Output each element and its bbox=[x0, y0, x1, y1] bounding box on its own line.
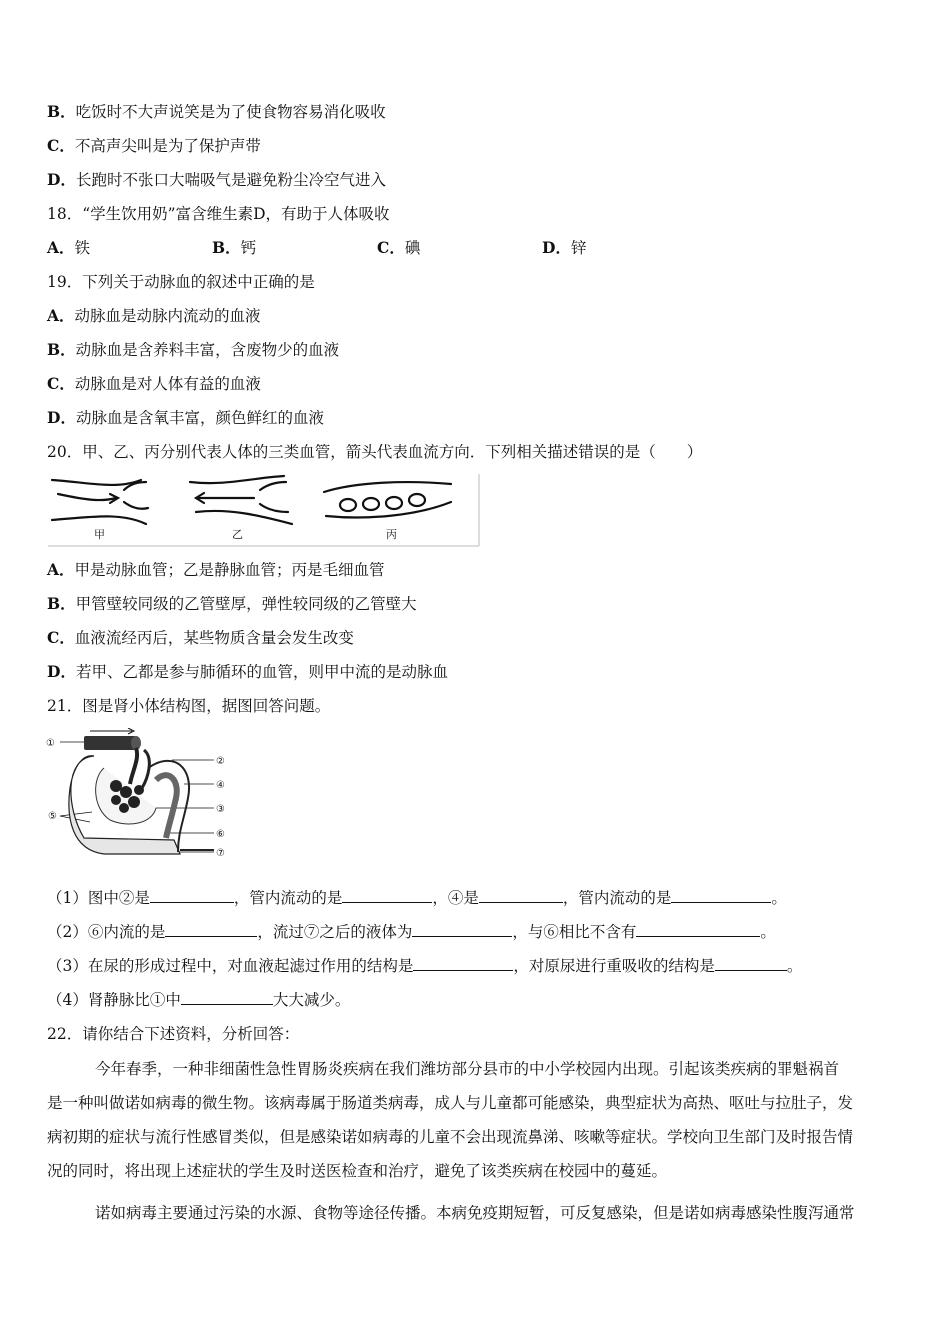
q21-sub-4 bbox=[47, 990, 350, 1010]
figure-label-bing: 丙 bbox=[386, 528, 397, 541]
q17-option-c bbox=[47, 136, 261, 156]
q18-option-d bbox=[542, 238, 586, 258]
paragraph-line: 是一种叫做诺如病毒的微生物。该病毒属于肠道类病毒，成人与儿童都可能感染，典型症状为高热、呕吐与拉肚子，发 bbox=[47, 1094, 854, 1112]
option-letter: C． bbox=[47, 628, 75, 647]
sub-4-text-a: （4）肾静脉比①中 bbox=[47, 991, 181, 1009]
option-text: 锌 bbox=[570, 239, 587, 257]
sub-3-text-a: （3）在尿的形成过程中，对血液起滤过作用的结构是 bbox=[47, 957, 414, 975]
answer-blank[interactable] bbox=[715, 956, 787, 971]
sub-2-text-d: 。 bbox=[760, 923, 776, 941]
q19-stem: 19．下列关于动脉血的叙述中正确的是 bbox=[47, 273, 315, 291]
q21-sub-1 bbox=[47, 888, 787, 908]
option-text: 血液流经丙后，某些物质含量会发生改变 bbox=[74, 629, 354, 647]
option-text: 长跑时不张口大喘吸气是避免粉尘冷空气进入 bbox=[75, 171, 386, 189]
sub-1-text-a: （1）图中②是 bbox=[47, 889, 150, 907]
q20-option-c bbox=[47, 628, 354, 648]
option-text: 铁 bbox=[74, 239, 91, 257]
option-text: 吃饭时不大声说笑是为了使食物容易消化吸收 bbox=[75, 103, 386, 121]
label-5: ⑤ bbox=[48, 811, 57, 822]
sub-1-text-e: 。 bbox=[771, 889, 787, 907]
sub-2-text-a: （2）⑥内流的是 bbox=[47, 923, 166, 941]
label-1: ① bbox=[46, 738, 55, 749]
paragraph-line: 病初期的症状与流行性感冒类似，但是感染诺如病毒的儿童不会出现流鼻涕、咳嗽等症状。学校向卫生部门及时报告情 bbox=[47, 1128, 854, 1146]
q18-option-b bbox=[212, 238, 256, 258]
label-7: ⑦ bbox=[216, 848, 225, 859]
q21-sub-2 bbox=[47, 922, 776, 942]
figure-label-yi: 乙 bbox=[232, 528, 243, 541]
label-4: ④ bbox=[216, 780, 225, 791]
blood-vessel-figure bbox=[46, 472, 482, 548]
option-letter: C． bbox=[47, 136, 75, 155]
option-text: 动脉血是含氧丰富，颜色鲜红的血液 bbox=[75, 409, 324, 427]
answer-blank[interactable] bbox=[479, 888, 563, 903]
artery-diagram bbox=[52, 480, 148, 524]
q17-option-b bbox=[47, 102, 386, 122]
afferent-arteriole bbox=[84, 736, 136, 750]
sub-1-text-d: ，管内流动的是 bbox=[562, 889, 672, 907]
answer-blank[interactable] bbox=[342, 888, 432, 903]
option-text: 钙 bbox=[240, 239, 257, 257]
answer-blank[interactable] bbox=[150, 888, 234, 903]
capillary-diagram bbox=[324, 482, 451, 517]
option-letter: C． bbox=[377, 238, 405, 257]
answer-blank[interactable] bbox=[181, 990, 273, 1005]
option-letter: A． bbox=[47, 238, 75, 257]
renal-corpuscle-figure bbox=[44, 728, 244, 862]
q20-option-b bbox=[47, 594, 417, 614]
q20-stem: 20．甲、乙、丙分别代表人体的三类血管，箭头代表血流方向．下列相关描述错误的是（ ） bbox=[47, 443, 703, 461]
option-text: 若甲、乙都是参与肺循环的血管，则甲中流的是动脉血 bbox=[75, 663, 448, 681]
option-letter: C． bbox=[47, 374, 75, 393]
vein-diagram bbox=[190, 476, 292, 524]
q17-option-d bbox=[47, 170, 386, 190]
paragraph-line: 况的同时，将出现上述症状的学生及时送医检查和治疗，避免了该类疾病在校园中的蔓延。 bbox=[47, 1162, 668, 1180]
option-letter: D． bbox=[542, 238, 571, 257]
sub-3-text-c: 。 bbox=[786, 957, 803, 975]
label-6: ⑥ bbox=[216, 829, 225, 840]
option-letter: D． bbox=[47, 170, 76, 189]
q19-option-c bbox=[47, 374, 261, 394]
option-letter: A． bbox=[47, 306, 75, 325]
label-3: ③ bbox=[216, 804, 225, 815]
q19-option-d bbox=[47, 408, 324, 428]
option-text: 动脉血是动脉内流动的血液 bbox=[74, 307, 261, 325]
q18-stem: 18．“学生饮用奶”富含维生素D，有助于人体吸收 bbox=[47, 205, 390, 223]
label-2: ② bbox=[216, 756, 225, 767]
option-letter: D． bbox=[47, 662, 76, 681]
option-letter: A． bbox=[47, 560, 75, 579]
q22-stem: 22．请你结合下述资料，分析回答： bbox=[47, 1025, 300, 1043]
answer-blank[interactable] bbox=[636, 922, 760, 937]
option-text: 不高声尖叫是为了保护声带 bbox=[74, 137, 261, 155]
figure-label-jia: 甲 bbox=[94, 528, 105, 541]
sub-1-text-c: ，④是 bbox=[432, 889, 479, 907]
option-text: 甲是动脉血管；乙是静脉血管；丙是毛细血管 bbox=[74, 561, 385, 579]
paragraph-line: 诺如病毒主要通过污染的水源、食物等途径传播。本病免疫期短暂，可反复感染，但是诺如病毒感染性腹泻通常 bbox=[95, 1204, 855, 1222]
option-letter: D． bbox=[47, 408, 76, 427]
option-letter: B． bbox=[47, 102, 76, 121]
answer-blank[interactable] bbox=[165, 922, 257, 937]
q22-paragraph-2 bbox=[47, 1196, 907, 1230]
sub-2-text-b: ，流过⑦之后的液体为 bbox=[257, 923, 413, 941]
q20-option-d bbox=[47, 662, 448, 682]
sub-3-text-b: ，对原尿进行重吸收的结构是 bbox=[513, 957, 715, 975]
option-text: 甲管壁较同级的乙管壁厚，弹性较同级的乙管壁大 bbox=[75, 595, 417, 613]
option-text: 动脉血是对人体有益的血液 bbox=[74, 375, 261, 393]
q19-option-b bbox=[47, 340, 339, 360]
answer-blank[interactable] bbox=[412, 922, 512, 937]
sub-1-text-b: ，管内流动的是 bbox=[233, 889, 343, 907]
option-text: 碘 bbox=[404, 239, 421, 257]
option-text: 动脉血是含养料丰富，含废物少的血液 bbox=[75, 341, 340, 359]
answer-blank[interactable] bbox=[413, 956, 513, 971]
option-letter: B． bbox=[212, 238, 241, 257]
paragraph-line: 今年春季，一种非细菌性急性胃肠炎疾病在我们潍坊部分县市的中小学校园内出现。引起该类疾病的罪魁祸首 bbox=[95, 1060, 840, 1078]
sub-2-text-c: ，与⑥相比不含有 bbox=[512, 923, 637, 941]
q21-sub-3 bbox=[47, 956, 802, 976]
option-letter: B． bbox=[47, 340, 76, 359]
answer-blank[interactable] bbox=[671, 888, 771, 903]
sub-4-text-b: 大大减少。 bbox=[272, 991, 351, 1009]
q18-option-c bbox=[377, 238, 420, 258]
q20-option-a bbox=[47, 560, 385, 580]
q18-option-a bbox=[47, 238, 90, 258]
option-letter: B． bbox=[47, 594, 76, 613]
q21-stem: 21．图是肾小体结构图，据图回答问题。 bbox=[47, 697, 331, 715]
q19-option-a bbox=[47, 306, 261, 326]
q22-paragraph-1 bbox=[47, 1052, 907, 1188]
